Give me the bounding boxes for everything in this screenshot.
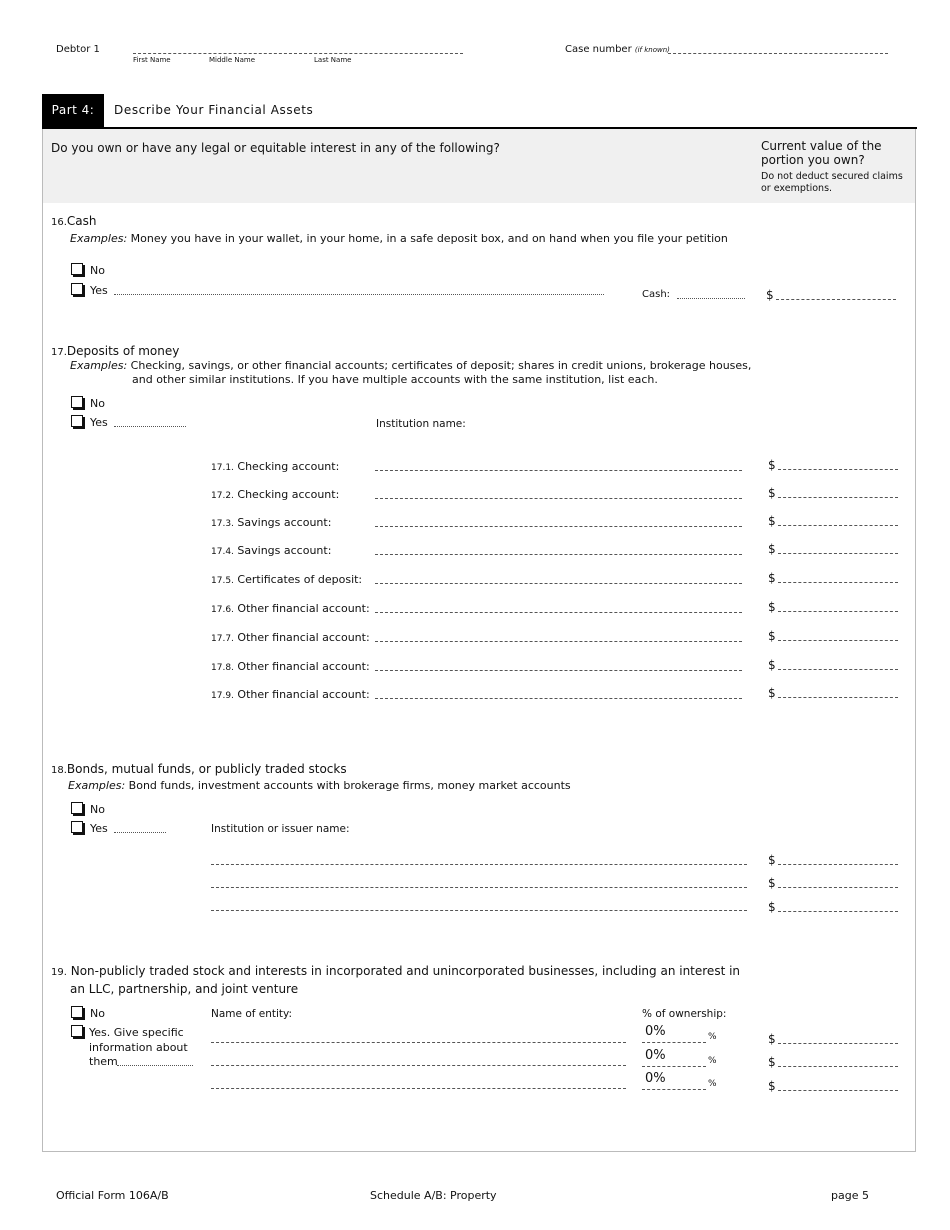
q18-issuer-field-1[interactable] xyxy=(211,864,747,865)
q19-yes-label-2: information about xyxy=(89,1041,188,1054)
q17-account-type: Other financial account: xyxy=(237,688,370,701)
q17-account-label xyxy=(211,488,339,501)
q17-account-number: 17.7. xyxy=(211,634,234,644)
value-col-note-1: Do not deduct secured claims xyxy=(761,171,903,182)
value-col-header-1: Current value of the xyxy=(761,139,882,153)
q19-no-label: No xyxy=(90,1007,105,1020)
q19-entity-field-3[interactable] xyxy=(211,1088,626,1089)
q17-yes-checkbox[interactable] xyxy=(71,415,83,427)
q19-value-3[interactable]: $ xyxy=(768,1079,898,1093)
q17-account-number: 17.1. xyxy=(211,463,234,473)
question-text: Do you own or have any legal or equitable interest in any of the following? xyxy=(51,141,500,155)
part-number: Part 4: xyxy=(42,94,104,127)
debtor-label: Debtor 1 xyxy=(56,44,100,55)
currency-symbol: $ xyxy=(768,658,776,672)
q18-yes-checkbox[interactable] xyxy=(71,821,83,833)
q17-account-type: Other financial account: xyxy=(237,602,370,615)
q17-account-value[interactable] xyxy=(768,600,898,614)
q17-account-number: 17.6. xyxy=(211,605,234,615)
q16-yes-label: Yes xyxy=(90,284,108,297)
q16-no-label: No xyxy=(90,264,105,277)
q17-institution-field[interactable] xyxy=(375,698,742,699)
q17-examples-1: Examples: Checking, savings, or other financial accounts; certificates of deposit; shares in credit unions, brokerage houses, xyxy=(70,359,752,372)
q17-account-value[interactable] xyxy=(768,629,898,643)
q19-value-1[interactable]: $ xyxy=(768,1032,898,1046)
q19-pct-symbol-1: % xyxy=(708,1032,717,1042)
q18-no-checkbox[interactable] xyxy=(71,802,83,814)
q16-cash-value[interactable]: $ xyxy=(766,288,896,302)
value-col-note-2: or exemptions. xyxy=(761,183,833,194)
q16-examples: Examples: Money you have in your wallet, in your home, in a safe deposit box, and on hand when you file your petition xyxy=(70,232,728,245)
q16-no-checkbox[interactable] xyxy=(71,263,83,275)
q18-issuer-field-2[interactable] xyxy=(211,887,747,888)
q16-heading: 16.Cash xyxy=(51,214,97,228)
middle-name-sublabel: Middle Name xyxy=(209,56,255,64)
q19-yes-leader xyxy=(117,1065,193,1066)
currency-symbol: $ xyxy=(768,514,776,528)
q17-account-label xyxy=(211,688,370,701)
currency-symbol: $ xyxy=(768,600,776,614)
q17-institution-label: Institution name: xyxy=(376,418,466,430)
footer-page-number: page 5 xyxy=(831,1189,869,1202)
q19-value-2[interactable]: $ xyxy=(768,1055,898,1069)
footer-form-name: Official Form 106A/B xyxy=(56,1189,169,1202)
debtor-name-field[interactable] xyxy=(133,53,463,54)
part-title: Describe Your Financial Assets xyxy=(114,103,314,117)
q19-ownership-value-3[interactable]: 0% xyxy=(645,1071,666,1086)
q17-no-checkbox[interactable] xyxy=(71,396,83,408)
q17-institution-field[interactable] xyxy=(375,583,742,584)
q17-account-type: Certificates of deposit: xyxy=(237,573,363,586)
q17-account-type: Savings account: xyxy=(237,516,332,529)
q17-account-value[interactable] xyxy=(768,458,898,472)
q17-account-label xyxy=(211,460,339,473)
q17-account-type: Savings account: xyxy=(237,544,332,557)
q17-account-type: Other financial account: xyxy=(237,660,370,673)
q17-account-value[interactable] xyxy=(768,571,898,585)
q17-institution-field[interactable] xyxy=(375,612,742,613)
q16-yes-leader xyxy=(114,294,604,295)
q19-yes-label-3: them xyxy=(89,1055,118,1068)
q17-no-label: No xyxy=(90,397,105,410)
q17-institution-field[interactable] xyxy=(375,470,742,471)
q18-value-1[interactable]: $ xyxy=(768,853,898,867)
q17-institution-field[interactable] xyxy=(375,498,742,499)
q19-heading-1: 19. Non-publicly traded stock and interests in incorporated and unincorporated businesses, including an interest in xyxy=(51,964,741,978)
q17-account-type: Checking account: xyxy=(237,460,340,473)
q17-yes-label: Yes xyxy=(90,416,108,429)
currency-symbol: $ xyxy=(768,686,776,700)
q17-account-label xyxy=(211,544,331,557)
case-number-label: Case number (if known) xyxy=(565,44,670,55)
q16-cash-label: Cash: xyxy=(642,289,671,300)
last-name-sublabel: Last Name xyxy=(314,56,352,64)
q19-yes-checkbox[interactable] xyxy=(71,1025,83,1037)
value-col-header-2: portion you own? xyxy=(761,153,865,167)
q19-ownership-line-1 xyxy=(642,1042,706,1043)
case-number-field[interactable] xyxy=(668,53,888,54)
q16-yes-checkbox[interactable] xyxy=(71,283,83,295)
q18-examples: Examples: Bond funds, investment accounts with brokerage firms, money market accounts xyxy=(68,779,571,792)
q18-issuer-label: Institution or issuer name: xyxy=(211,823,350,835)
q17-yes-leader xyxy=(114,426,186,427)
q18-yes-label: Yes xyxy=(90,822,108,835)
q19-ownership-value-1[interactable]: 0% xyxy=(645,1024,666,1039)
q17-account-value[interactable] xyxy=(768,686,898,700)
footer-schedule-title: Schedule A/B: Property xyxy=(370,1189,497,1202)
q17-account-value[interactable] xyxy=(768,486,898,500)
currency-symbol: $ xyxy=(768,629,776,643)
q17-heading: 17.Deposits of money xyxy=(51,344,180,358)
q17-account-value[interactable] xyxy=(768,658,898,672)
q19-heading-2: an LLC, partnership, and joint venture xyxy=(70,982,299,996)
q17-institution-field[interactable] xyxy=(375,526,742,527)
q18-issuer-field-3[interactable] xyxy=(211,910,747,911)
q19-ownership-value-2[interactable]: 0% xyxy=(645,1048,666,1063)
q18-value-2[interactable]: $ xyxy=(768,876,898,890)
q18-heading: 18.Bonds, mutual funds, or publicly traded stocks xyxy=(51,762,347,776)
currency-symbol: $ xyxy=(768,486,776,500)
q19-ownership-label: % of ownership: xyxy=(642,1008,727,1020)
q17-account-number: 17.5. xyxy=(211,576,234,586)
currency-symbol: $ xyxy=(768,571,776,585)
q17-account-number: 17.4. xyxy=(211,547,234,557)
q17-account-number: 17.8. xyxy=(211,663,234,673)
q16-cash-leader xyxy=(677,298,745,299)
q18-no-label: No xyxy=(90,803,105,816)
q17-account-label xyxy=(211,602,370,615)
currency-symbol: $ xyxy=(768,458,776,472)
q17-account-type: Checking account: xyxy=(237,488,340,501)
q17-account-number: 17.3. xyxy=(211,519,234,529)
q17-account-label xyxy=(211,660,370,673)
q19-no-checkbox[interactable] xyxy=(71,1006,83,1018)
q17-account-value[interactable] xyxy=(768,542,898,556)
q17-account-label xyxy=(211,631,370,644)
q18-yes-leader xyxy=(114,832,166,833)
q17-account-label xyxy=(211,573,362,586)
q19-entity-field-1[interactable] xyxy=(211,1042,626,1043)
q19-yes-label-1: Yes. Give specific xyxy=(89,1026,184,1039)
q17-account-type: Other financial account: xyxy=(237,631,370,644)
q18-value-3[interactable]: $ xyxy=(768,900,898,914)
q19-ownership-line-2 xyxy=(642,1066,706,1067)
q19-ownership-line-3 xyxy=(642,1089,706,1090)
q17-institution-field[interactable] xyxy=(375,554,742,555)
currency-symbol: $ xyxy=(768,542,776,556)
q17-institution-field[interactable] xyxy=(375,670,742,671)
q17-account-value[interactable] xyxy=(768,514,898,528)
first-name-sublabel: First Name xyxy=(133,56,171,64)
q17-account-number: 17.9. xyxy=(211,691,234,701)
q17-institution-field[interactable] xyxy=(375,641,742,642)
q19-pct-symbol-3: % xyxy=(708,1079,717,1089)
q19-entity-label: Name of entity: xyxy=(211,1008,293,1020)
q19-entity-field-2[interactable] xyxy=(211,1065,626,1066)
q17-account-label xyxy=(211,516,331,529)
q17-account-number: 17.2. xyxy=(211,491,234,501)
q17-examples-2: and other similar institutions. If you have multiple accounts with the same institution, list each. xyxy=(132,373,658,386)
q19-pct-symbol-2: % xyxy=(708,1056,717,1066)
